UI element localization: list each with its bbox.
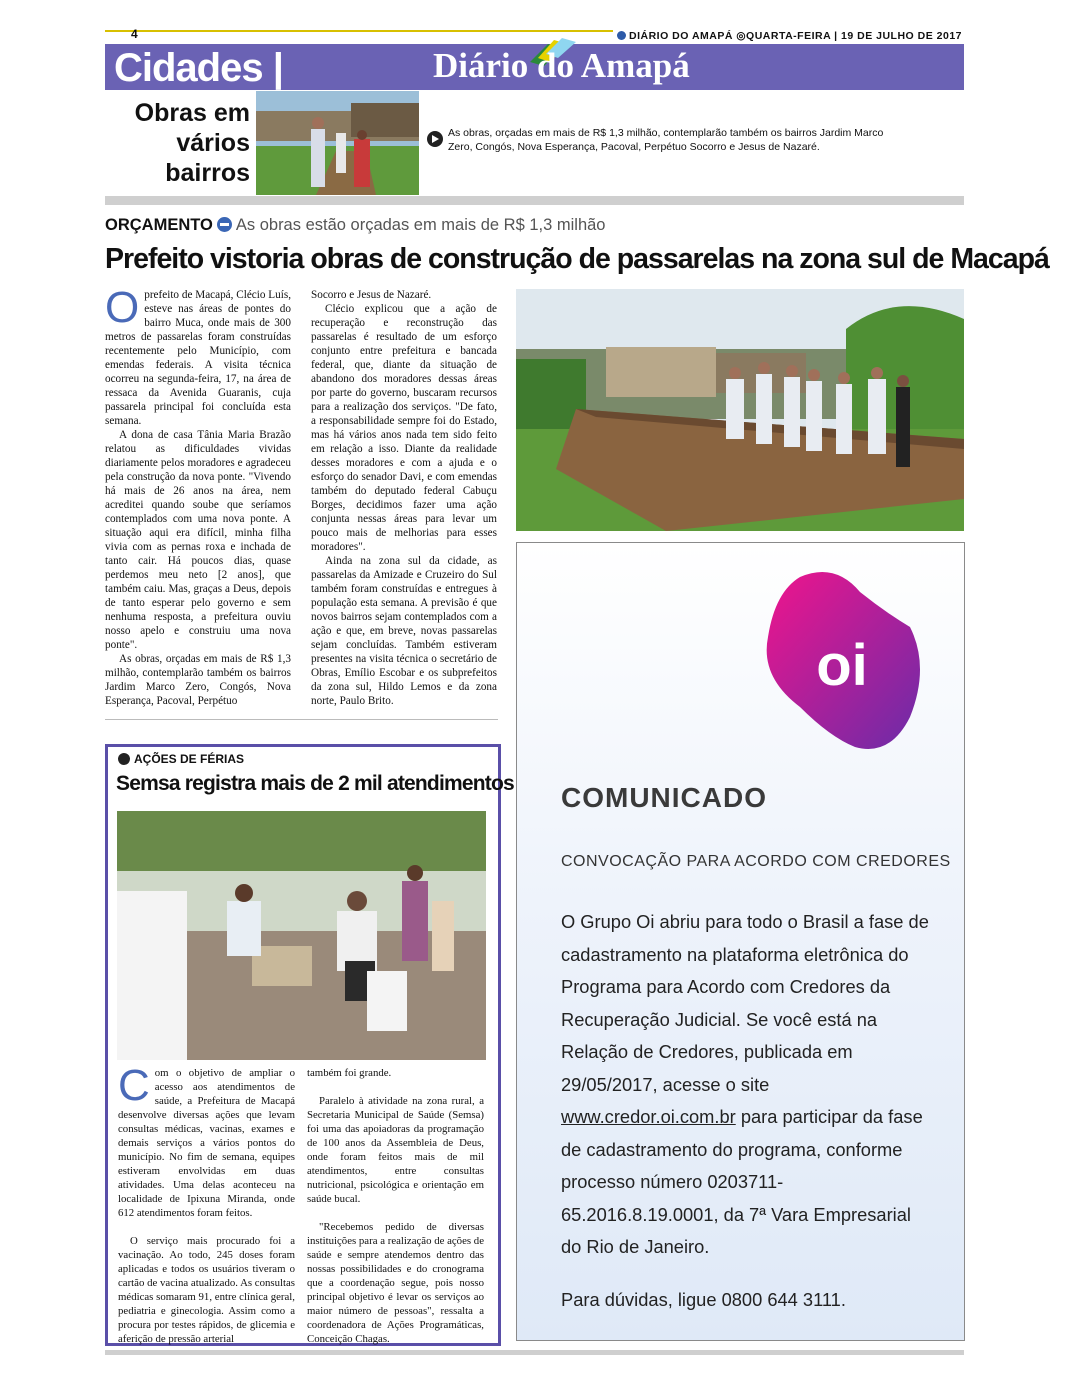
paragraph: Clécio explicou que a ação de recuperação e reconstrução das passarelas é resultado de um esforço conjunto entre prefeitura e bancada federal, que, diante da situação de abandono dos moradores dessas áreas por parte do governo, buscaram recursos para a realização dos serviços. "De fato, a responsabilidade sempre foi do Estado, mas há vários anos nada tem sido feito em relação a isso. Diante da realidade desses moradores e com a ajuda e o esforço do senador Davi, e com emendas também do deputado federal Cabuçu Borges, decidimos fazer uma ação conjunta nessas áreas para levar um pouco mais de melhorias para esses moradores". <box>311 303 497 553</box>
drop-cap: C <box>118 1061 150 1110</box>
article-headline: Prefeito vistoria obras de construção de passarelas na zona sul de Macapá <box>105 243 1049 275</box>
article-column-1 <box>105 283 291 708</box>
box-headline: Semsa registra mais de 2 mil atendimentos <box>116 772 514 795</box>
paragraph: também foi grande. <box>307 1067 392 1079</box>
ad-body-text-end: para participar da fase de cadastramento do programa, conforme processo número 0203711-65.2016.8.19.0001, da 7ª Vara Empresarial do Rio de Janeiro. <box>561 1106 923 1257</box>
date-line-text: DIÁRIO DO AMAPÁ ◎QUARTA-FEIRA | 19 DE JULHO DE 2017 <box>629 30 962 42</box>
box-column-2 <box>307 1066 484 1360</box>
teaser-text: As obras, orçadas em mais de R$ 1,3 milhão, contemplarão também os bairros Jardim Marco Zero, Congós, Nova Esperança, Pacoval, Perpétuo Socorro e Jesus de Nazaré. <box>448 127 884 153</box>
paragraph <box>105 283 291 428</box>
paragraph-text: om o objetivo de ampliar o acesso aos atendimentos de saúde, a Prefeitura de Macapá desenvolve diversas ações que levam consultas médicas, vacinas, exames e demais serviços a vários pontos do município. No fim de semana, equipes estiveram envolvidas em duas atividades. Uma delas aconteceu na localidade de Ipixuna Miranda, onde 612 atendimentos foram feitos. <box>118 1067 295 1219</box>
newspaper-brand: Diário do Amapá <box>433 46 690 85</box>
oi-logo-text: oi <box>816 633 868 698</box>
box-article-photo <box>117 811 486 1060</box>
article-kicker <box>105 216 605 235</box>
paragraph: A dona de casa Tânia Maria Brazão relatou as dificuldades vividas diariamente pelos moradores e agradeceu pela construção da nova ponte. "Vivendo há mais de 26 anos na área, nem acreditei quando soube que seríamos contemplados com uma nova ponte. A situação aqui era difícil, minha filha vivia com as pernas roxa e inchada de tanto cair. Há poucos dias, quase perdemos meu neto [2 anos], que também caiu. Mas, graças a Deus, depois de tanto esperar pelo governo e sem nenhuma resposta, a prefeitura ouviu nosso apelo e construiu uma nova ponte". <box>105 429 291 651</box>
box-kicker-label: AÇÕES DE FÉRIAS <box>134 752 245 766</box>
section-title: Cidades | <box>114 46 283 90</box>
paragraph: As obras, orçadas em mais de R$ 1,3 milhão, contemplarão também os bairros Jardim Marco Zero, Congós, Nova Esperança, Pacoval, Perpétuo <box>105 653 291 707</box>
paragraph <box>118 1061 295 1220</box>
ad-body <box>561 906 931 1264</box>
ad-subtitle: CONVOCAÇÃO PARA ACORDO COM CREDORES <box>561 853 951 870</box>
date-line <box>613 30 964 42</box>
box-column-1 <box>118 1061 295 1360</box>
column-rule <box>105 719 498 720</box>
drop-cap: O <box>105 283 140 332</box>
ad-body-text: O Grupo Oi abriu para todo o Brasil a fase de cadastramento na plataforma eletrônica do Programa para Acordo com Credores da Recuperação Judicial. Se você está na Relação de Credores, publicada em 29/05/2017, acesse o site <box>561 911 929 1095</box>
divider-bar <box>105 196 964 205</box>
arrow-circle-icon <box>427 131 443 147</box>
paragraph: O serviço mais procurado foi a vacinação. Ao todo, 245 doses foram aplicadas e todos os usuários tiveram o cartão de vacina atualizado. As consultas médicas somaram 91, entre clínica geral, pediatria e ginecologia. Assim como a procura por testes rápidos, de glicemia e aferição de pressão arterial <box>118 1235 295 1345</box>
box-kicker <box>118 752 244 766</box>
teaser-photo <box>256 91 419 195</box>
paragraph: Ainda na zona sul da cidade, as passarelas da Amizade e Cruzeiro do Sul também foram construídas e entregues à população esta semana. A previsão é que novos bairros sejam contemplados com a ação e que, em breve, novas passarelas sejam concluídas. Também estiveram presentes na visita técnica o secretário de Obras, Emílio Escobar e os subprefeitos da zona sul, Hildo Lemos e da zona norte, Paulo Brito. <box>311 555 497 707</box>
paragraph: Paralelo à atividade na zona rural, a Secretaria Municipal de Saúde (Semsa) foi uma das apoiadoras da programação de 100 anos da Assembleia de Deus, onde foram feitos mais de mil atendimentos, entre consultas nutricional, psicológica e orientação em saúde bucal. <box>307 1095 484 1205</box>
arrow-circle-icon <box>118 753 130 765</box>
article-column-2 <box>311 288 497 708</box>
kicker-label: ORÇAMENTO <box>105 216 213 234</box>
paragraph: "Recebemos pedido de diversas instituições para a realização de ações de saúde e sempre atendemos dentro das nossas possibilidades e do cronograma que a coordenação segue, pois nosso principal objetivo é levar os serviços ao maior número de pessoas", ressalta a coordenadora de Ações Programáticas, Conceição Chagas. <box>307 1221 484 1345</box>
oi-logo-icon <box>760 567 920 757</box>
page-number: 4 <box>131 27 138 41</box>
arrow-circle-icon <box>217 217 232 232</box>
main-article-photo <box>516 289 964 531</box>
circle-bullet-icon <box>617 31 626 40</box>
ad-title: COMUNICADO <box>561 782 767 813</box>
kicker-subtitle: As obras estão orçadas em mais de R$ 1,3 milhão <box>235 216 606 234</box>
paragraph: Socorro e Jesus de Nazaré. <box>311 289 432 301</box>
credor-link[interactable]: www.credor.oi.com.br <box>561 1106 736 1127</box>
teaser-title: Obras em vários bairros <box>134 99 250 187</box>
ad-contact: Para dúvidas, ligue 0800 644 3111. <box>561 1289 846 1310</box>
paragraph-text: prefeito de Macapá, Clécio Luís, esteve nas áreas de pontes do bairro Muca, onde mais de 300 metros de passarelas foram construídas recentemente pelo Município, com emendas federais. A visita técnica ocorreu na segunda-feira, 17, na área de ressaca da Avenida Guaranis, cuja passarela principal foi concluída esta semana. <box>105 289 291 427</box>
footer-bar <box>105 1350 964 1355</box>
